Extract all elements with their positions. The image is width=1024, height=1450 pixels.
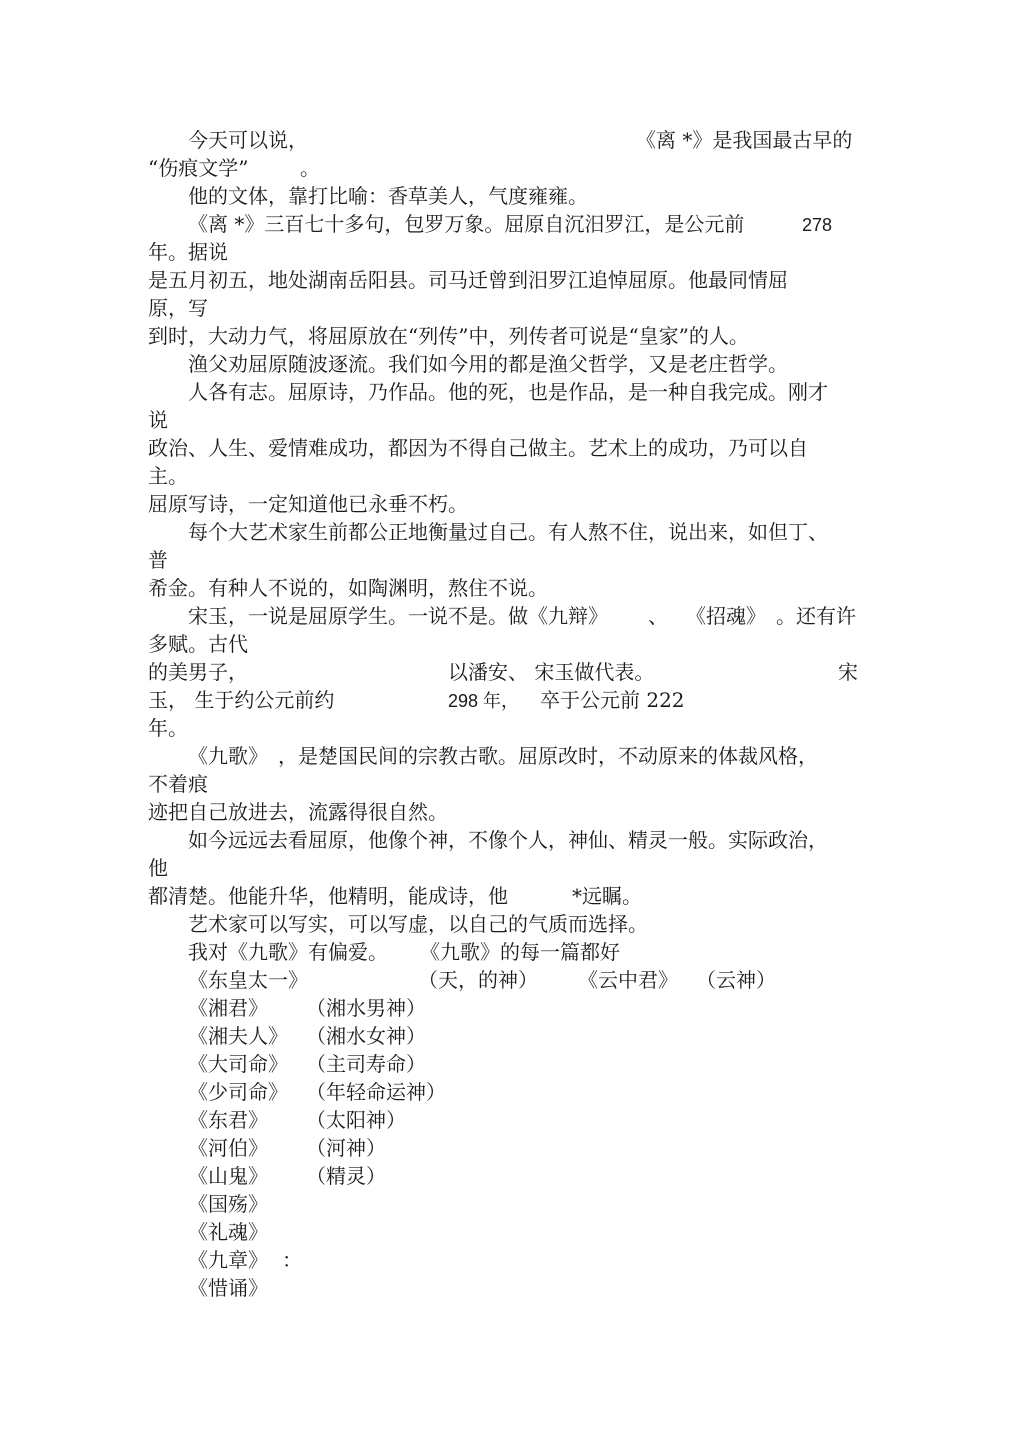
p5-line2: 说 (148, 408, 168, 432)
list-item-note: （湘水男神） (306, 996, 426, 1020)
list-item-title: 《湘君》 (188, 996, 268, 1020)
list-item-note: （湘水女神） (306, 1024, 426, 1048)
list-item-title: 《湘夫人》 (188, 1024, 288, 1048)
p1-line2-start: “伤痕文学” (148, 156, 249, 180)
list-item-title: 《少司命》 (188, 1080, 288, 1104)
list-row1-note2: （云神） (696, 968, 776, 992)
list-item-title: 《礼魂》 (188, 1220, 268, 1244)
p7-line3-b: 以潘安、 宋玉做代表。 (448, 660, 655, 684)
p7-line1-c: 《招魂》 (686, 604, 766, 628)
p9-line2: 他 (148, 856, 168, 880)
p10-line: 艺术家可以写实，可以写虚，以自己的气质而选择。 (188, 912, 648, 936)
p3-line4: 原，写 (148, 296, 208, 320)
p7-line5: 年。 (148, 716, 188, 740)
list-row1-note: （天，的神） (418, 968, 538, 992)
list-item-title: 《河伯》 (188, 1136, 268, 1160)
p11-line-b: 《九歌》的每一篇都好 (420, 940, 620, 964)
p7-line4-a: 玉， 生于约公元前约 (148, 688, 335, 712)
p9-line3-a: 都清楚。他能升华，他精明，能成诗，他 (148, 884, 508, 908)
p6-line1: 每个大艺术家生前都公正地衡量过自己。有人熬不住，说出来，如但丁、 (188, 520, 828, 544)
p11-line-a: 我对《九歌》有偏爱。 (188, 940, 388, 964)
p8-line1-b: ，是楚国民间的宗教古歌。屈原改时，不动原来的体裁风格， (278, 744, 818, 768)
p7-line3-c: 宋 (838, 660, 858, 684)
p7-line1-d: 。还有许 (776, 604, 856, 628)
p6-line2: 普 (148, 548, 168, 572)
p8-line3: 迹把自己放进去，流露得很自然。 (148, 800, 448, 824)
p7-line1-a: 宋玉，一说是屈原学生。一说不是。做《九辩》 (188, 604, 608, 628)
p3-year-number: 278 (802, 215, 833, 235)
list-item-note: （太阳神） (306, 1108, 406, 1132)
p2-line: 他的文体，靠打比喻：香草美人，气度雍雍。 (188, 184, 588, 208)
p3-line1: 《离 *》三百七十多句，包罗万象。屈原自沉汨罗江，是公元前 (188, 212, 745, 236)
list-item-title: 《东君》 (188, 1108, 268, 1132)
list-row1-title2: 《云中君》 (578, 968, 678, 992)
p9-line3-b: *远瞩。 (572, 884, 642, 908)
p8-line1-a: 《九歌》 (188, 744, 268, 768)
p1-line2-end: 。 (300, 156, 320, 180)
list-item-note: （主司寿命） (306, 1052, 426, 1076)
list-item-title: 《山鬼》 (188, 1164, 268, 1188)
p5-line5: 屈原写诗，一定知道他已永垂不朽。 (148, 492, 468, 516)
p6-line3: 希金。有种人不说的，如陶渊明，熬住不说。 (148, 576, 548, 600)
p7-line4-c: 卒于公元前 222 (540, 688, 685, 712)
p3-line3: 是五月初五，地处湖南岳阳县。司马迁曾到汨罗江追悼屈原。他最同情屈 (148, 268, 788, 292)
list-row1-title: 《东皇太一》 (188, 968, 308, 992)
p5-line4: 主。 (148, 464, 188, 488)
p4-line: 渔父劝屈原随波逐流。我们如今用的都是渔父哲学，又是老庄哲学。 (188, 352, 788, 376)
list-jiuzhang-colon: ： (282, 1248, 302, 1272)
list-jiuzhang-title: 《九章》 (188, 1248, 268, 1272)
p5-line1: 人各有志。屈原诗，乃作品。他的死，也是作品，是一种自我完成。刚才 (188, 380, 828, 404)
p8-line2: 不着痕 (148, 772, 208, 796)
p7-line1-b: 、 (648, 604, 668, 628)
p9-line1: 如今远远去看屈原，他像个神，不像个人，神仙、精灵一般。实际政治， (188, 828, 828, 852)
list-xisong-title: 《惜诵》 (188, 1276, 268, 1300)
list-item-title: 《大司命》 (188, 1052, 288, 1076)
list-item-title: 《国殇》 (188, 1192, 268, 1216)
p1-line1-end: 《离 *》是我国最古早的 (636, 128, 853, 152)
p1-line1-start: 今天可以说， (188, 128, 308, 152)
p7-line2: 多赋。古代 (148, 632, 248, 656)
p7-line3-a: 的美男子， (148, 660, 248, 684)
p3-line2: 年。据说 (148, 240, 228, 264)
list-item-note: （精灵） (306, 1164, 386, 1188)
p3-line5: 到时，大动力气，将屈原放在“列传”中，列传者可说是“皇家”的人。 (148, 324, 749, 348)
p7-line4-b: 298 年， (448, 691, 520, 711)
list-item-note: （年轻命运神） (306, 1080, 446, 1104)
p5-line3: 政治、人生、爱情难成功，都因为不得自己做主。艺术上的成功，乃可以自 (148, 436, 808, 460)
list-item-note: （河神） (306, 1136, 386, 1160)
